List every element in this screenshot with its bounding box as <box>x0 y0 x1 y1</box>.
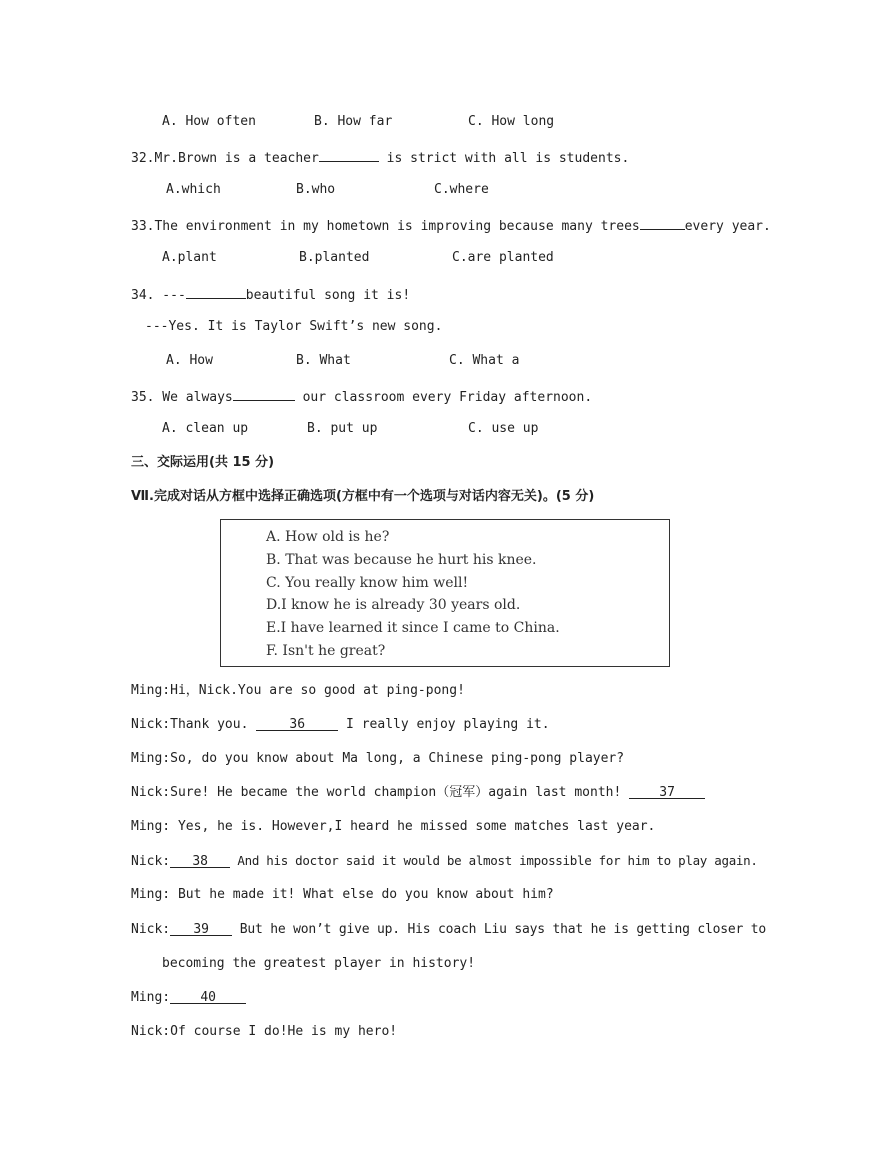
q34-text-before: 34. --- <box>131 288 186 303</box>
q35-option-a: A. clean up <box>162 421 249 436</box>
q35-text-after: our classroom every Friday afternoon. <box>294 390 593 405</box>
q32-blank <box>319 148 379 162</box>
q33-text-before: 33.The environment in my hometown is improving because many trees <box>131 219 640 234</box>
box-option-a: A. How old is he? <box>266 529 390 545</box>
dialogue-line-2-after: I really enjoy playing it. <box>338 717 550 732</box>
options-box <box>220 519 670 667</box>
box-option-f: F. Isn't he great? <box>266 643 386 659</box>
q35-text-before: 35. We always <box>131 390 233 405</box>
blank-37: 37 <box>629 785 705 799</box>
box-option-d: D.I know he is already 30 years old. <box>266 597 521 613</box>
q33-option-a: A.plant <box>162 250 217 265</box>
q31-option-c: C. How long <box>468 114 555 129</box>
q34-option-c: C. What a <box>449 353 520 368</box>
question-32 <box>131 148 629 167</box>
q33-option-b: B.planted <box>299 250 370 265</box>
question-34 <box>131 285 410 304</box>
dialogue-line-10 <box>131 990 246 1006</box>
box-option-e: E.I have learned it since I came to China. <box>266 620 560 636</box>
dialogue-line-6-before: Nick: <box>131 854 171 869</box>
q32-option-b: B.who <box>296 182 336 197</box>
q32-text-before: 32.Mr.Brown is a teacher <box>131 151 319 166</box>
q33-blank <box>640 216 685 230</box>
dialogue-line-4 <box>131 785 705 801</box>
dialogue-line-5: Ming: Yes, he is. However,I heard he missed some matches last year. <box>131 819 656 834</box>
dialogue-line-10-before: Ming: <box>131 990 171 1005</box>
dialogue-line-8-after: But he won’t give up. His coach Liu says that he is getting closer to <box>232 922 767 937</box>
q35-blank <box>233 387 295 401</box>
q32-text-after: is strict with all is students. <box>378 151 630 166</box>
blank-39: 39 <box>170 922 232 936</box>
dialogue-line-3: Ming:So, do you know about Ma long, a Chinese ping-pong player? <box>131 751 625 766</box>
q34-option-a: A. How <box>166 353 213 368</box>
dialogue-line-2 <box>131 717 550 733</box>
q31-option-a: A. How often <box>162 114 256 129</box>
dialogue-line-2-before: Nick:Thank you. <box>131 717 257 732</box>
dialogue-line-9: becoming the greatest player in history! <box>162 956 476 971</box>
dialogue-line-8-before: Nick: <box>131 922 171 937</box>
q34-option-b: B. What <box>296 353 351 368</box>
dialogue-line-11: Nick:Of course I do!He is my hero! <box>131 1024 398 1039</box>
blank-38: 38 <box>170 854 230 868</box>
question-35 <box>131 387 592 406</box>
dialogue-line-8 <box>131 922 766 938</box>
dialogue-line-1: Ming:Hi，Nick.You are so good at ping-pong! <box>131 683 465 698</box>
q31-option-b: B. How far <box>314 114 393 129</box>
q35-option-c: C. use up <box>468 421 539 436</box>
dialogue-line-6-after: And his doctor said it would be almost impossible for him to play again. <box>230 853 758 868</box>
q34-text-after: beautiful song it is! <box>245 288 411 303</box>
q33-option-c: C.are planted <box>452 250 554 265</box>
blank-36: 36 <box>256 717 338 731</box>
q34-reply: ---Yes. It is Taylor Swift’s new song. <box>145 319 443 334</box>
dialogue-line-6 <box>131 853 758 870</box>
q33-text-after: every year. <box>684 219 771 234</box>
box-option-b: B. That was because he hurt his knee. <box>266 552 537 568</box>
q34-blank <box>186 285 246 299</box>
question-33 <box>131 216 771 235</box>
q32-option-a: A.which <box>166 182 221 197</box>
dialogue-line-7: Ming: But he made it! What else do you know about him? <box>131 887 554 902</box>
dialogue-line-4-before: Nick:Sure! He became the world champion（冠军）again last month! <box>131 785 630 800</box>
section-7-title: Ⅶ.完成对话从方框中选择正确选项(方框中有一个选项与对话内容无关)。(5 分) <box>131 489 595 504</box>
blank-40: 40 <box>170 990 246 1004</box>
section-3-title: 三、交际运用(共 15 分) <box>131 455 275 470</box>
q35-option-b: B. put up <box>307 421 378 436</box>
box-option-c: C. You really know him well! <box>266 575 469 591</box>
q32-option-c: C.where <box>434 182 489 197</box>
